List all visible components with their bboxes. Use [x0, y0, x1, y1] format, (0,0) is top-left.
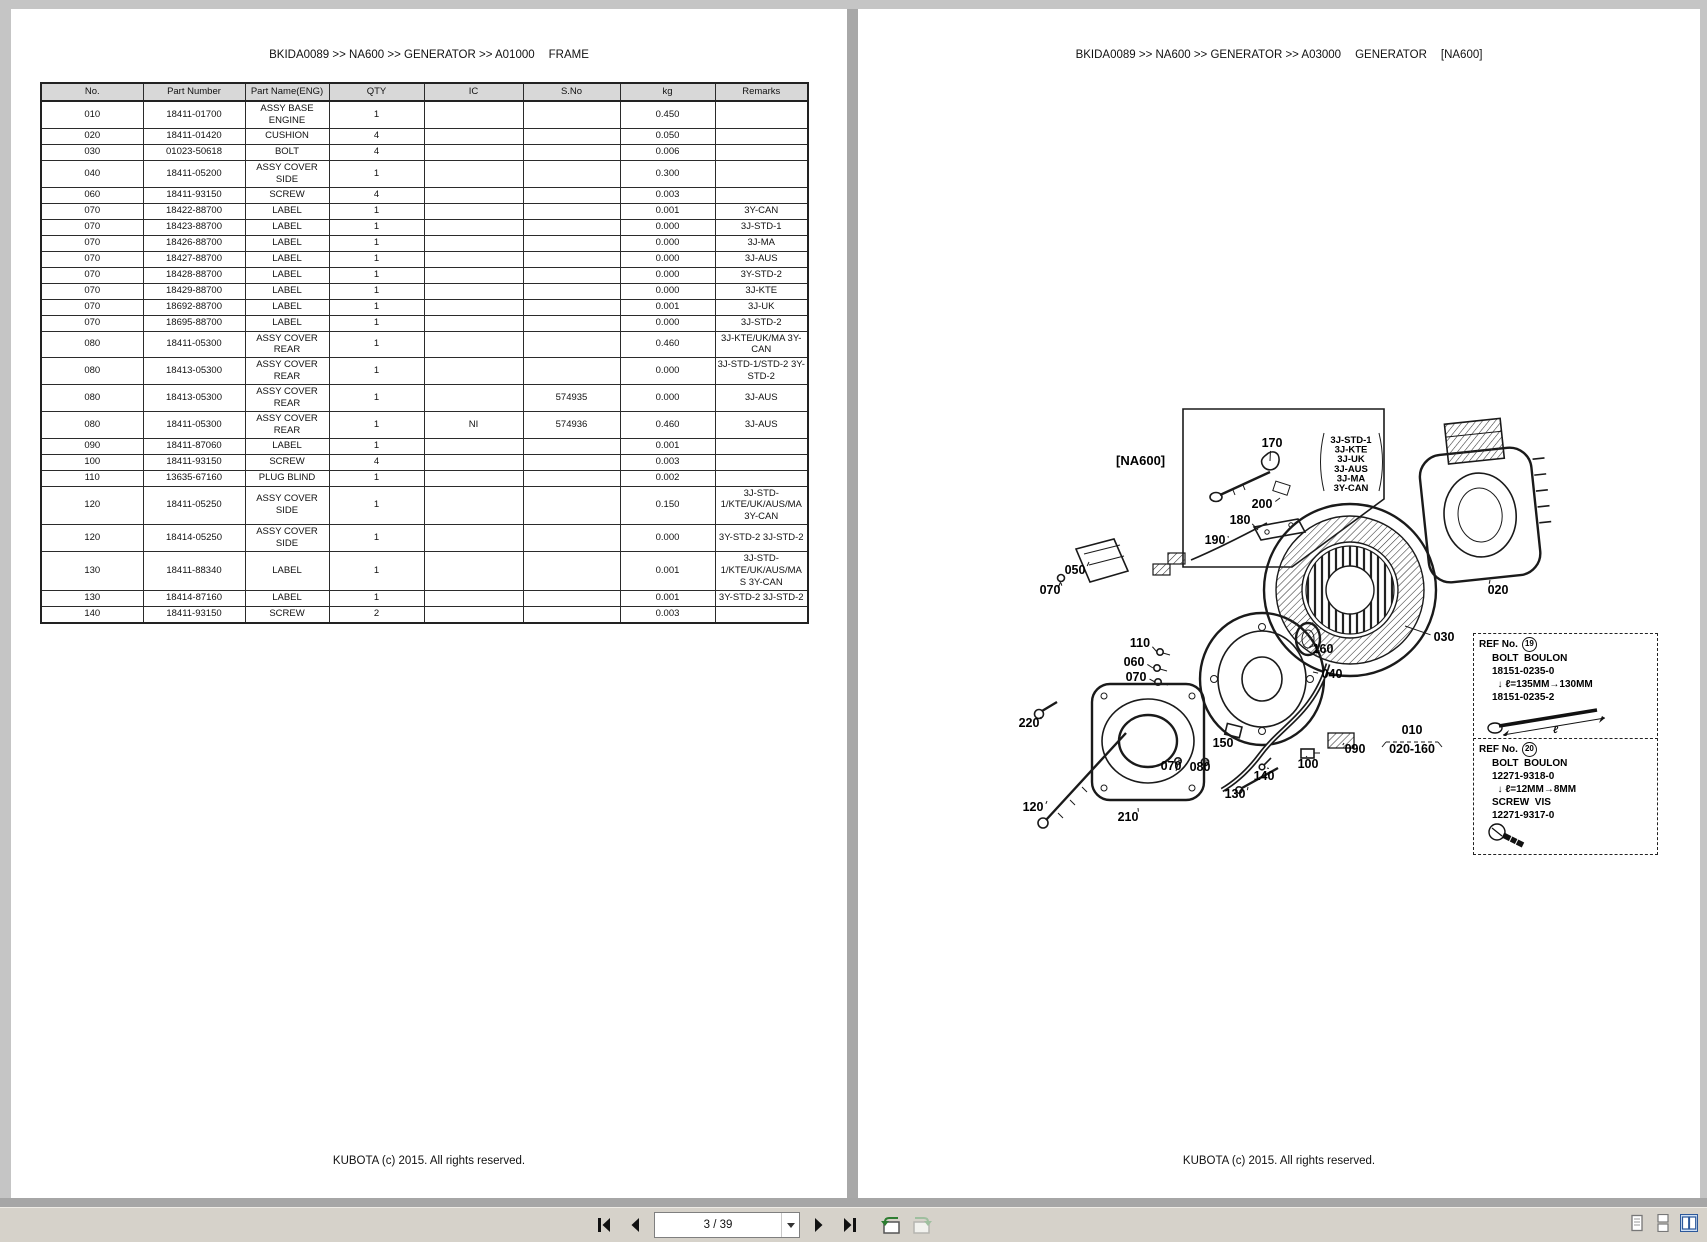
part-label: 020-160 [1389, 742, 1435, 756]
column-header: QTY [329, 83, 424, 101]
exploded-diagram [858, 9, 1700, 1198]
page-title: FRAME [549, 49, 589, 61]
page-gap [847, 9, 858, 1198]
part-label: 040 [1322, 667, 1343, 681]
screw-drawing [1479, 822, 1647, 848]
first-page-button[interactable] [592, 1213, 616, 1237]
page-number-value: 3 / 39 [655, 1219, 781, 1231]
table-row: 070 18429-88700 LABEL 1 0.000 3J-KTE [41, 283, 808, 299]
next-view-button[interactable] [908, 1213, 932, 1237]
part-label: 010 [1402, 723, 1423, 737]
part-label: 140 [1254, 769, 1275, 783]
table-row: 110 13635-67160 PLUG BLIND 1 0.002 [41, 470, 808, 486]
status-band [0, 1198, 1707, 1207]
previous-view-icon [879, 1215, 903, 1235]
previous-view-button[interactable] [877, 1213, 901, 1237]
left-page-header [11, 49, 847, 61]
left-page [11, 9, 847, 1198]
previous-page-icon [625, 1215, 645, 1235]
table-row: 030 01023-50618 BOLT 4 0.006 [41, 144, 808, 160]
part-label: 130 [1225, 787, 1246, 801]
column-header: IC [424, 83, 523, 101]
breadcrumb: BKIDA0089 >> NA600 >> GENERATOR >> A03000 [1076, 49, 1342, 61]
single-page-icon [1628, 1214, 1646, 1232]
column-header: Part Number [143, 83, 245, 101]
first-page-icon [594, 1215, 614, 1235]
column-header: No. [41, 83, 143, 101]
breadcrumb: BKIDA0089 >> NA600 >> GENERATOR >> A01000 [269, 49, 535, 61]
part-label: 100 [1298, 757, 1319, 771]
next-page-icon [809, 1215, 829, 1235]
part-label: 210 [1118, 810, 1139, 824]
diagram-model-label: [NA600] [1116, 453, 1165, 468]
next-page-button[interactable] [807, 1213, 831, 1237]
legend-bracket-right [1379, 433, 1383, 491]
table-row: 010 18411-01700 ASSY BASE ENGINE 1 0.450 [41, 101, 808, 128]
legend-line: 3J-MA [1337, 473, 1366, 484]
table-row: 070 18422-88700 LABEL 1 0.001 3Y-CAN [41, 203, 808, 219]
part-label: 150 [1213, 736, 1234, 750]
right-page-footer: KUBOTA (c) 2015. All rights reserved. [858, 1155, 1700, 1167]
facing-pages-layout-button[interactable] [1679, 1213, 1699, 1233]
ref-box [1473, 633, 1658, 741]
part-label: 110 [1130, 636, 1150, 650]
table-row: 130 18411-88340 LABEL 1 0.001 3J-STD-1/KTE/UK/AUS/MAS 3Y-CAN [41, 551, 808, 590]
table-row: 040 18411-05200 ASSY COVER SIDE 1 0.300 [41, 160, 808, 187]
part-label: 030 [1434, 630, 1455, 644]
table-row: 130 18414-87160 LABEL 1 0.001 3Y-STD-2 3J-STD-2 [41, 590, 808, 606]
table-row: 090 18411-87060 LABEL 1 0.001 [41, 438, 808, 454]
column-header: S.No [523, 83, 620, 101]
part-label: 090 [1345, 742, 1366, 756]
legend-line: 3J-KTE [1335, 445, 1368, 456]
column-header: Part Name(ENG) [245, 83, 329, 101]
legend-line: 3Y-CAN [1334, 483, 1369, 494]
previous-page-button[interactable] [623, 1213, 647, 1237]
table-row: 070 18695-88700 LABEL 1 0.000 3J-STD-2 [41, 315, 808, 331]
part-label: 050 [1065, 563, 1086, 577]
continuous-layout-button[interactable] [1653, 1213, 1673, 1233]
next-view-icon [910, 1215, 934, 1235]
parts-table [40, 82, 809, 624]
model-code: [NA600] [1441, 49, 1483, 61]
table-row: 100 18411-93150 SCREW 4 0.003 [41, 454, 808, 470]
ref-no-label: REF No. [1479, 744, 1518, 755]
ref-no-circled: 19 [1522, 637, 1537, 652]
column-header: Remarks [715, 83, 808, 101]
table-row: 070 18426-88700 LABEL 1 0.000 3J-MA [41, 235, 808, 251]
table-row: 120 18414-05250 ASSY COVER SIDE 1 0.000 3Y-STD-2 3J-STD-2 [41, 525, 808, 552]
last-page-button[interactable] [838, 1213, 862, 1237]
part-label: 080 [1190, 760, 1211, 774]
inset-legend [1330, 435, 1372, 494]
facing-pages-icon [1680, 1214, 1698, 1232]
single-page-layout-button[interactable] [1627, 1213, 1647, 1233]
legend-line: 3J-UK [1337, 454, 1365, 465]
part-label: 070 [1161, 759, 1182, 773]
part-label: 060 [1124, 655, 1145, 669]
part-label: 160 [1313, 642, 1334, 656]
table-row: 080 18413-05300 ASSY COVER REAR 1 574935 0.000 3J-AUS [41, 385, 808, 412]
table-row: 020 18411-01420 CUSHION 4 0.050 [41, 128, 808, 144]
column-header: kg [620, 83, 715, 101]
table-row: 060 18411-93150 SCREW 4 0.003 [41, 187, 808, 203]
part-label: 200 [1252, 497, 1273, 511]
right-page [858, 9, 1700, 1198]
chevron-down-icon [787, 1223, 795, 1228]
page-dropdown-arrow[interactable] [781, 1213, 799, 1237]
table-row: 080 18413-05300 ASSY COVER REAR 1 0.000 3J-STD-1/STD-2 3Y-STD-2 [41, 358, 808, 385]
part-label: 070 [1040, 583, 1061, 597]
table-header-row [41, 83, 808, 101]
table-row: 070 18423-88700 LABEL 1 0.000 3J-STD-1 [41, 219, 808, 235]
part-label: 190 [1205, 533, 1226, 547]
left-page-footer: KUBOTA (c) 2015. All rights reserved. [11, 1155, 847, 1167]
ref-box [1473, 738, 1658, 855]
part-label: 170 [1262, 436, 1283, 450]
table-row: 080 18411-05300 ASSY COVER REAR 1 NI 574936 0.460 3J-AUS [41, 411, 808, 438]
part-label: 220 [1019, 716, 1040, 730]
table-row: 120 18411-05250 ASSY COVER SIDE 1 0.150 3J-STD-1/KTE/UK/AUS/MA 3Y-CAN [41, 486, 808, 525]
part-label: 180 [1230, 513, 1251, 527]
legend-line: 3J-STD-1 [1330, 435, 1372, 446]
ref-no-circled: 20 [1522, 742, 1537, 757]
ref-box-lines: BOLT BOULON 18151-0235-0 ↓ ℓ=135MM→130MM 18151-0235-2 [1479, 652, 1655, 704]
part-label: 070 [1126, 670, 1147, 684]
ref-box-lines: BOLT BOULON 12271-9318-0 ↓ ℓ=12MM→8MM SCREW VIS 12271-9317-0 [1479, 757, 1655, 822]
table-row: 070 18692-88700 LABEL 1 0.001 3J-UK [41, 299, 808, 315]
table-row: 070 18428-88700 LABEL 1 0.000 3Y-STD-2 [41, 267, 808, 283]
continuous-pages-icon [1654, 1214, 1672, 1232]
last-page-icon [840, 1215, 860, 1235]
part-label: 020 [1488, 583, 1509, 597]
table-row: 080 18411-05300 ASSY COVER REAR 1 0.460 3J-KTE/UK/MA 3Y-CAN [41, 331, 808, 358]
page-number-combobox[interactable] [654, 1212, 800, 1238]
table-row: 140 18411-93150 SCREW 2 0.003 [41, 606, 808, 623]
table-row: 070 18427-88700 LABEL 1 0.000 3J-AUS [41, 251, 808, 267]
bolt-drawing [1479, 704, 1647, 736]
part-label: 120 [1023, 800, 1044, 814]
legend-line: 3J-AUS [1334, 464, 1368, 475]
ref-no-label: REF No. [1479, 639, 1518, 650]
parts-table-body [41, 101, 808, 623]
legend-bracket-left [1321, 433, 1325, 491]
viewer-toolbar [0, 1207, 1707, 1242]
dimension-label: ℓ [1553, 725, 1559, 736]
page-title: GENERATOR [1355, 49, 1427, 61]
